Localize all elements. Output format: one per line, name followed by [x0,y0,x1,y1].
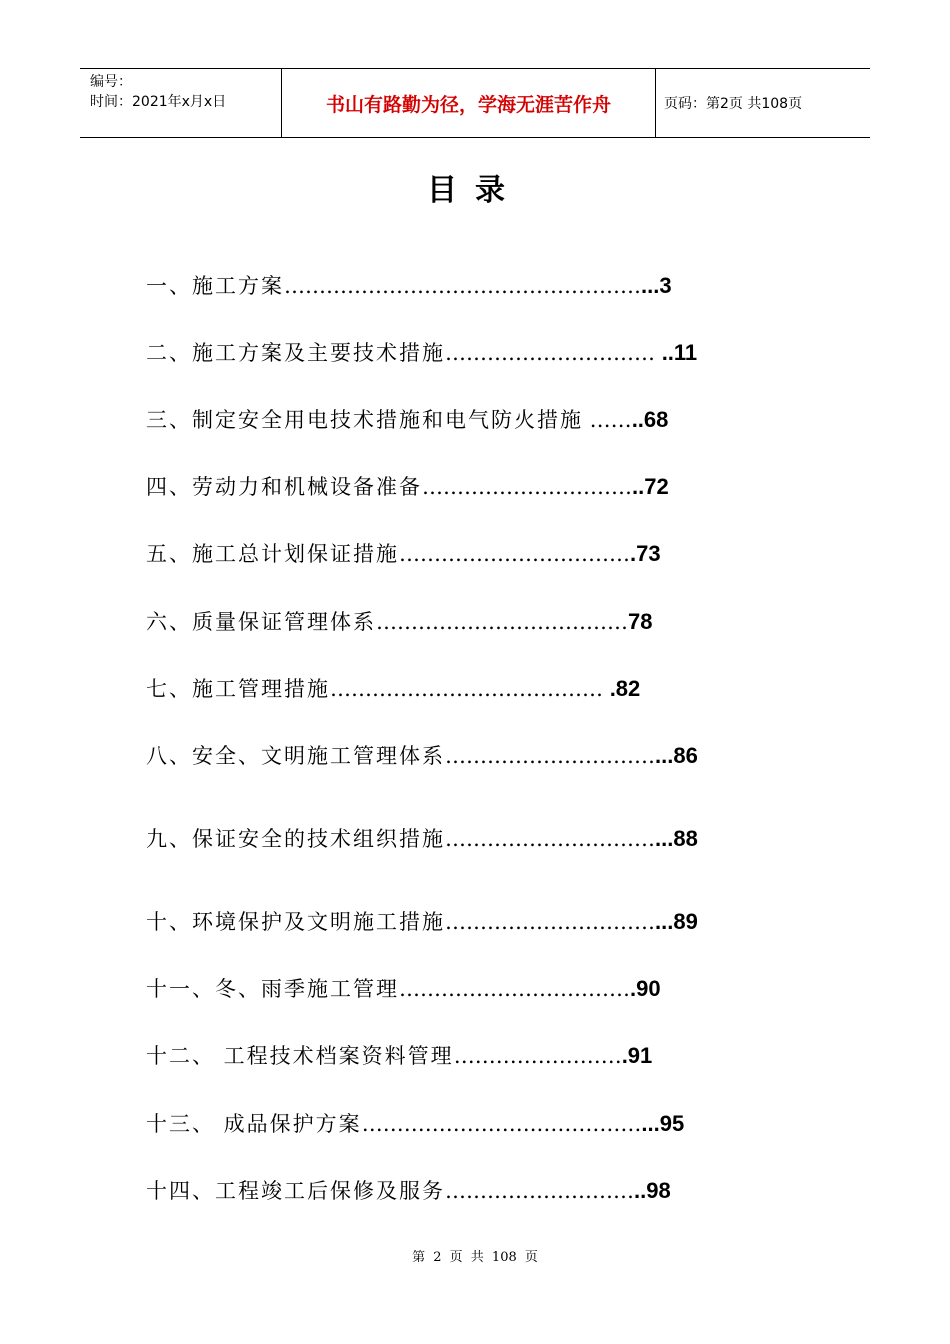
toc-label: 九、保证安全的技术组织措施 [146,827,445,851]
toc-page: ..72 [632,474,669,499]
toc-label: 二、施工方案及主要技术措施 [146,341,445,365]
toc-page: .73 [630,541,661,566]
toc-dots: ………………………… [445,744,655,768]
toc-item-9[interactable] [146,823,698,853]
toc-item-1[interactable] [146,270,672,300]
toc-dots: ………………………………… [330,677,610,701]
toc-page: ...88 [655,826,698,851]
toc-page: ..68 [631,407,669,432]
toc-page: .82 [609,676,641,701]
toc-dots: …………………………… [399,977,630,1001]
time-label: 时间：2021年x月x日 [90,94,227,110]
toc-dots: …………………………… [399,542,630,566]
header-page-info: 页码：第2页 共108页 [664,96,803,112]
page-footer: 第 2 页 共 108 页 [412,1250,538,1265]
toc-label: 一、施工方案 [146,274,284,298]
toc-item-2[interactable] [146,337,697,367]
toc-page: ...89 [655,909,698,934]
toc-label: 六、质量保证管理体系 [146,610,376,634]
toc-page: .90 [630,976,661,1001]
toc-dots: ………………………… [422,475,632,499]
toc-dots: ………………………… [445,341,662,365]
toc-item-3[interactable] [146,404,668,434]
number-label: 编号： [90,74,132,90]
toc-item-5[interactable] [146,538,661,568]
toc-label: 十、环境保护及文明施工措施 [146,910,445,934]
toc-label: 七、施工管理措施 [146,677,330,701]
toc-item-11[interactable] [146,973,661,1003]
toc-dots: ………………………… [445,827,655,851]
toc-item-14[interactable] [146,1175,671,1205]
toc-label: 三、制定安全用电技术措施和电气防火措施 [146,408,583,432]
toc-dots: ……………………… [445,1179,634,1203]
toc-label: 十二、 工程技术档案资料管理 [146,1044,454,1068]
toc-label: 十三、 成品保护方案 [146,1112,362,1136]
toc-label: 八、安全、文明施工管理体系 [146,744,445,768]
toc-label: 十四、工程竣工后保修及服务 [146,1179,445,1203]
toc-page: ...86 [655,743,698,768]
toc-label: 四、劳动力和机械设备准备 [146,475,422,499]
toc-page: ...95 [641,1111,685,1136]
toc-dots: …………………………………………… [284,274,641,298]
toc-item-10[interactable] [146,906,698,936]
page-title: 目录 [427,173,523,208]
toc-dots: ………………………… [445,910,655,934]
toc-item-12[interactable] [146,1040,652,1070]
header-meta [80,69,282,137]
toc-item-8[interactable] [146,740,698,770]
toc-page: 78 [628,609,653,634]
toc-label: 五、施工总计划保证措施 [146,542,399,566]
header-table [80,68,870,138]
header-motto: 书山有路勤为径，学海无涯苦作舟 [282,69,656,137]
toc-dots: …………………… [453,1044,622,1068]
toc-item-4[interactable] [146,471,669,501]
toc-item-7[interactable] [146,673,640,703]
toc-dots: ……………………………… [376,610,628,634]
toc-item-13[interactable] [146,1108,684,1138]
toc-page: ..11 [661,340,698,365]
toc-item-6[interactable] [146,606,652,636]
toc-dots: …………………….…………… [361,1112,642,1136]
toc-page: .91 [621,1043,653,1068]
toc-label: 十一、冬、雨季施工管理 [146,977,399,1001]
toc-dots: …… [583,408,632,432]
toc-page: ...3 [641,273,672,298]
toc-page: ..98 [634,1178,671,1203]
